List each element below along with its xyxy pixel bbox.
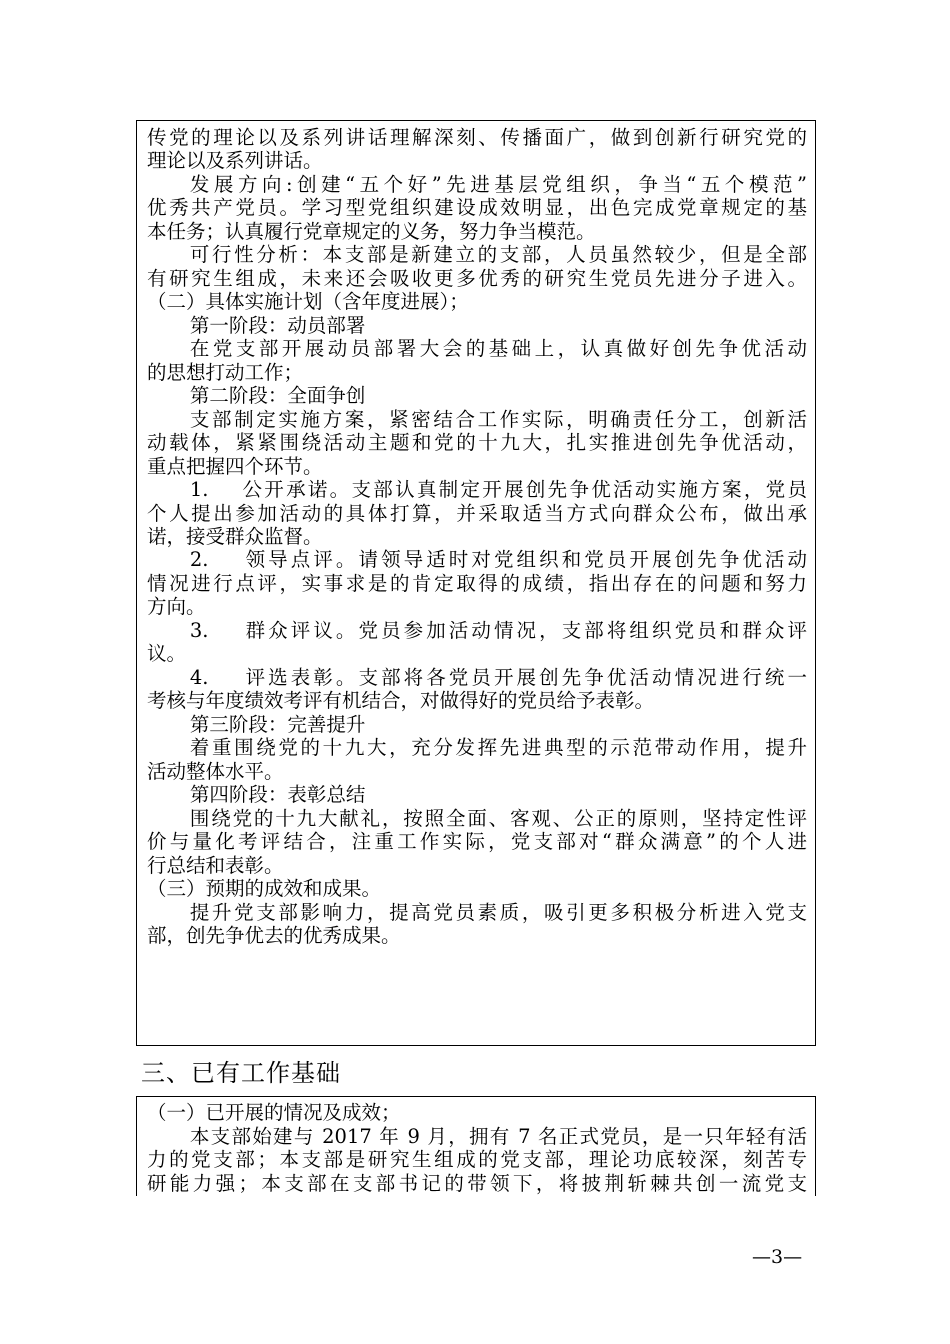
text-line: 本支部始建与 2017 年 9 月，拥有 7 名正式党员，是一只年轻有活 (189, 1124, 807, 1148)
text-line: 议。 (147, 642, 187, 666)
text-line: 着重围绕党的十九大，充分发挥先进典型的示范带动作用，提升 (189, 736, 807, 760)
text-line: 可行性分析：本支部是新建立的支部，人员虽然较少，但是全部 (189, 243, 807, 267)
text-line: 围绕党的十九大献礼，按照全面、客观、公正的原则，坚持定性评 (189, 806, 807, 830)
text-line: 动载体，紧紧围绕活动主题和党的十九大，扎实推进创先争优活动， (147, 431, 807, 455)
text-line: 力的党支部；本支部是研究生组成的党支部，理论功底较深，刻苦专 (147, 1148, 807, 1171)
text-line: 支部制定实施方案，紧密结合工作实际，明确责任分工，创新活 (189, 407, 807, 431)
text-line: 2. 领导点评。请领导适时对党组织和党员开展创先争优活动 (189, 548, 807, 572)
text-line: 重点把握四个环节。 (147, 454, 323, 478)
text-line: 个人提出参加活动的具体打算，并采取适当方式向群众公布，做出承 (147, 501, 807, 525)
text-line: 4. 评选表彰。支部将各党员开展创先争优活动情况进行统一 (189, 665, 807, 689)
plan-content-box (136, 120, 816, 1046)
text-line: （一）已开展的情况及成效； (147, 1101, 401, 1124)
text-line: 提升党支部影响力，提高党员素质，吸引更多积极分析进入党支 (189, 900, 807, 924)
text-line: 在党支部开展动员部署大会的基础上，认真做好创先争优活动 (189, 337, 807, 361)
work-foundation-box (136, 1096, 816, 1196)
text-line: 有研究生组成，未来还会吸收更多优秀的研究生党员先进分子进入。 (147, 266, 807, 290)
text-line: 本任务；认真履行党章规定的义务，努力争当模范。 (147, 219, 596, 243)
text-line: 发展方向:创建“五个好”先进基层党组织，争当“五个模范” (189, 172, 807, 196)
text-line: 1. 公开承诺。支部认真制定开展创先争优活动实施方案，党员 (189, 478, 807, 502)
text-line: 部，创先争优去的优秀成果。 (147, 923, 401, 947)
text-line: 传党的理论以及系列讲话理解深刻、传播面广，做到创新行研究党的 (147, 126, 807, 149)
text-line: 诺，接受群众监督。 (147, 524, 323, 548)
text-line: 行总结和表彰。 (147, 853, 284, 877)
text-line: （三）预期的成效和成果。 (147, 877, 382, 901)
text-line: 研能力强；本支部在支部书记的带领下，将披荆斩棘共创一流党支 (147, 1171, 807, 1195)
text-line: 考核与年度绩效考评有机结合，对做得好的党员给予表彰。 (147, 689, 655, 713)
text-line: 理论以及系列讲话。 (147, 149, 323, 173)
text-line: 第一阶段：动员部署 (189, 313, 366, 337)
text-line: 3. 群众评议。党员参加活动情况，支部将组织党员和群众评 (189, 618, 807, 642)
text-line: 第三阶段：完善提升 (189, 712, 366, 736)
text-line: 方向。 (147, 595, 206, 619)
page-number: —3— (752, 1246, 803, 1268)
text-line: 活动整体水平。 (147, 759, 284, 783)
section-heading: 三、已有工作基础 (141, 1059, 341, 1087)
text-line: 价与量化考评结合，注重工作实际，党支部对“群众满意”的个人进 (147, 830, 807, 854)
text-line: （二）具体实施计划（含年度进展）； (147, 290, 469, 314)
text-line: 的思想打动工作； (147, 360, 304, 384)
text-line: 第二阶段：全面争创 (189, 384, 366, 408)
text-line: 情况进行点评，实事求是的肯定取得的成绩，指出存在的问题和努力 (147, 571, 807, 595)
text-line: 优秀共产党员。学习型党组织建设成效明显，出色完成党章规定的基 (147, 196, 807, 220)
text-line: 第四阶段：表彰总结 (189, 783, 366, 807)
